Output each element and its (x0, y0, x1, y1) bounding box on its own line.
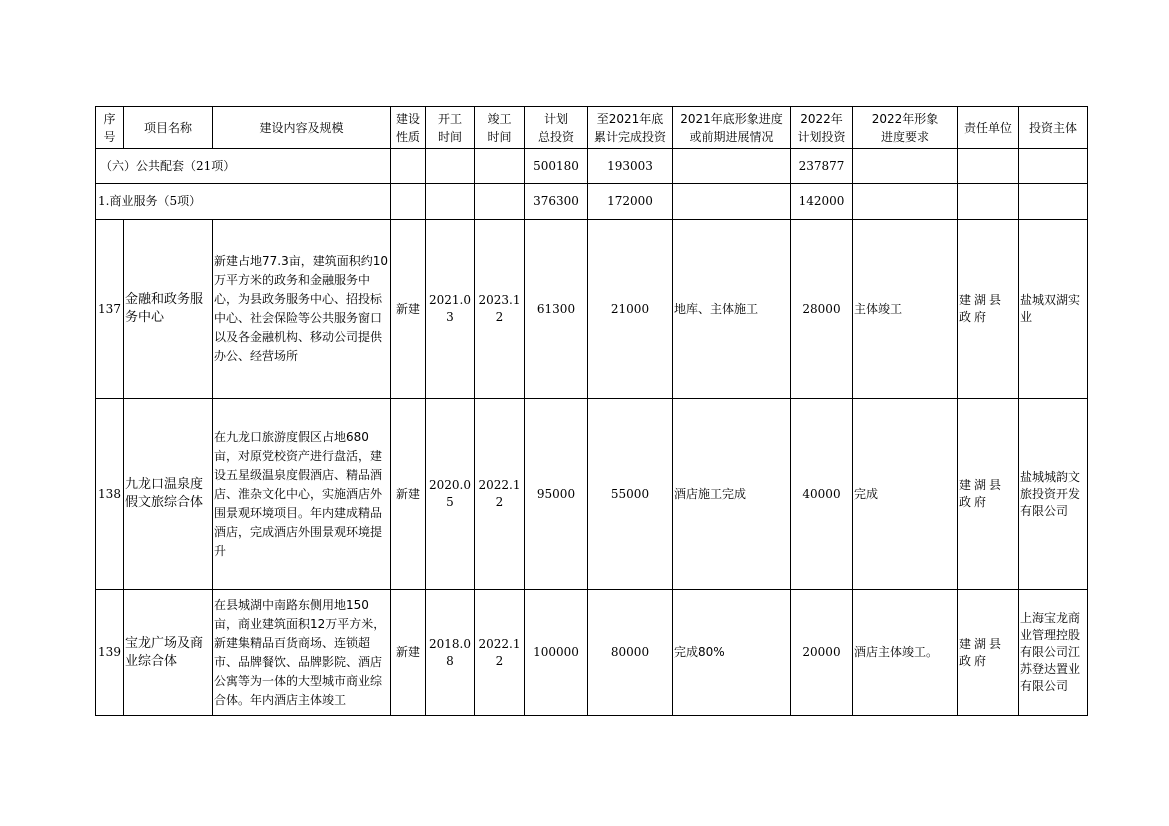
row-start: 2021.03 (426, 220, 475, 399)
group-label: （六）公共配套（21项） (96, 149, 391, 184)
row-requirement-2022: 主体竣工 (853, 220, 958, 399)
group-cumulative: 172000 (588, 184, 673, 220)
row-total: 61300 (525, 220, 588, 399)
row-name: 金融和政务服务中心 (124, 220, 213, 399)
group-cumulative: 193003 (588, 149, 673, 184)
row-unit: 建湖县政府 (958, 220, 1019, 399)
row-investor: 盐城城韵文旅投资开发有限公司 (1019, 399, 1088, 590)
row-requirement-2022: 酒店主体竣工。 (853, 590, 958, 716)
row-cumulative: 21000 (588, 220, 673, 399)
header-investor: 投资主体 (1019, 107, 1088, 149)
header-name: 项目名称 (124, 107, 213, 149)
row-seq: 137 (96, 220, 124, 399)
row-total: 95000 (525, 399, 588, 590)
row-progress-2021: 完成80% (673, 590, 791, 716)
row-seq: 139 (96, 590, 124, 716)
header-plan-2022: 2022年 计划投资 (791, 107, 853, 149)
row-content: 在九龙口旅游度假区占地680亩，对原党校资产进行盘活，建设五星级温泉度假酒店、精品酒店、淮杂文化中心，实施酒店外围景观环境项目。年内建成精品酒店，完成酒店外围景观环境提升 (213, 399, 391, 590)
table-row (96, 590, 1088, 716)
table-row (96, 220, 1088, 399)
row-end: 2022.12 (475, 590, 525, 716)
row-plan-2022: 28000 (791, 220, 853, 399)
row-cumulative: 80000 (588, 590, 673, 716)
group-total: 500180 (525, 149, 588, 184)
row-unit: 建湖县政府 (958, 590, 1019, 716)
row-unit: 建湖县政府 (958, 399, 1019, 590)
header-start: 开工 时间 (426, 107, 475, 149)
header-progress-2021: 2021年底形象进度 或前期进展情况 (673, 107, 791, 149)
row-start: 2018.08 (426, 590, 475, 716)
row-progress-2021: 酒店施工完成 (673, 399, 791, 590)
header-seq: 序 号 (96, 107, 124, 149)
row-end: 2022.12 (475, 399, 525, 590)
row-plan-2022: 40000 (791, 399, 853, 590)
header-cumulative: 至2021年底 累计完成投资 (588, 107, 673, 149)
row-total: 100000 (525, 590, 588, 716)
project-table (95, 106, 1088, 716)
row-investor: 盐城双湖实业 (1019, 220, 1088, 399)
group-row-commerce (96, 184, 1088, 220)
row-requirement-2022: 完成 (853, 399, 958, 590)
group-label: 1.商业服务（5项） (96, 184, 391, 220)
group-plan-2022: 237877 (791, 149, 853, 184)
header-requirement-2022: 2022年形象 进度要求 (853, 107, 958, 149)
row-progress-2021: 地库、主体施工 (673, 220, 791, 399)
header-content: 建设内容及规模 (213, 107, 391, 149)
row-name: 九龙口温泉度假文旅综合体 (124, 399, 213, 590)
header-end: 竣工 时间 (475, 107, 525, 149)
group-row-public (96, 149, 1088, 184)
header-unit: 责任单位 (958, 107, 1019, 149)
row-name: 宝龙广场及商业综合体 (124, 590, 213, 716)
row-start: 2020.05 (426, 399, 475, 590)
row-end: 2023.12 (475, 220, 525, 399)
row-plan-2022: 20000 (791, 590, 853, 716)
row-nature: 新建 (391, 399, 426, 590)
group-total: 376300 (525, 184, 588, 220)
header-total: 计划 总投资 (525, 107, 588, 149)
row-content: 新建占地77.3亩，建筑面积约10万平方米的政务和金融服务中心，为县政务服务中心、招投标中心、社会保险等公共服务窗口以及各金融机构、移动公司提供办公、经营场所 (213, 220, 391, 399)
row-seq: 138 (96, 399, 124, 590)
row-investor: 上海宝龙商业管理控股有限公司江苏登达置业有限公司 (1019, 590, 1088, 716)
row-content: 在县城湖中南路东侧用地150亩，商业建筑面积12万平方米，新建集精品百货商场、连锁超市、品牌餐饮、品牌影院、酒店公寓等为一体的大型城市商业综合体。年内酒店主体竣工 (213, 590, 391, 716)
header-row (96, 107, 1088, 149)
header-nature: 建设 性质 (391, 107, 426, 149)
row-nature: 新建 (391, 220, 426, 399)
row-nature: 新建 (391, 590, 426, 716)
row-cumulative: 55000 (588, 399, 673, 590)
table-row (96, 399, 1088, 590)
group-plan-2022: 142000 (791, 184, 853, 220)
